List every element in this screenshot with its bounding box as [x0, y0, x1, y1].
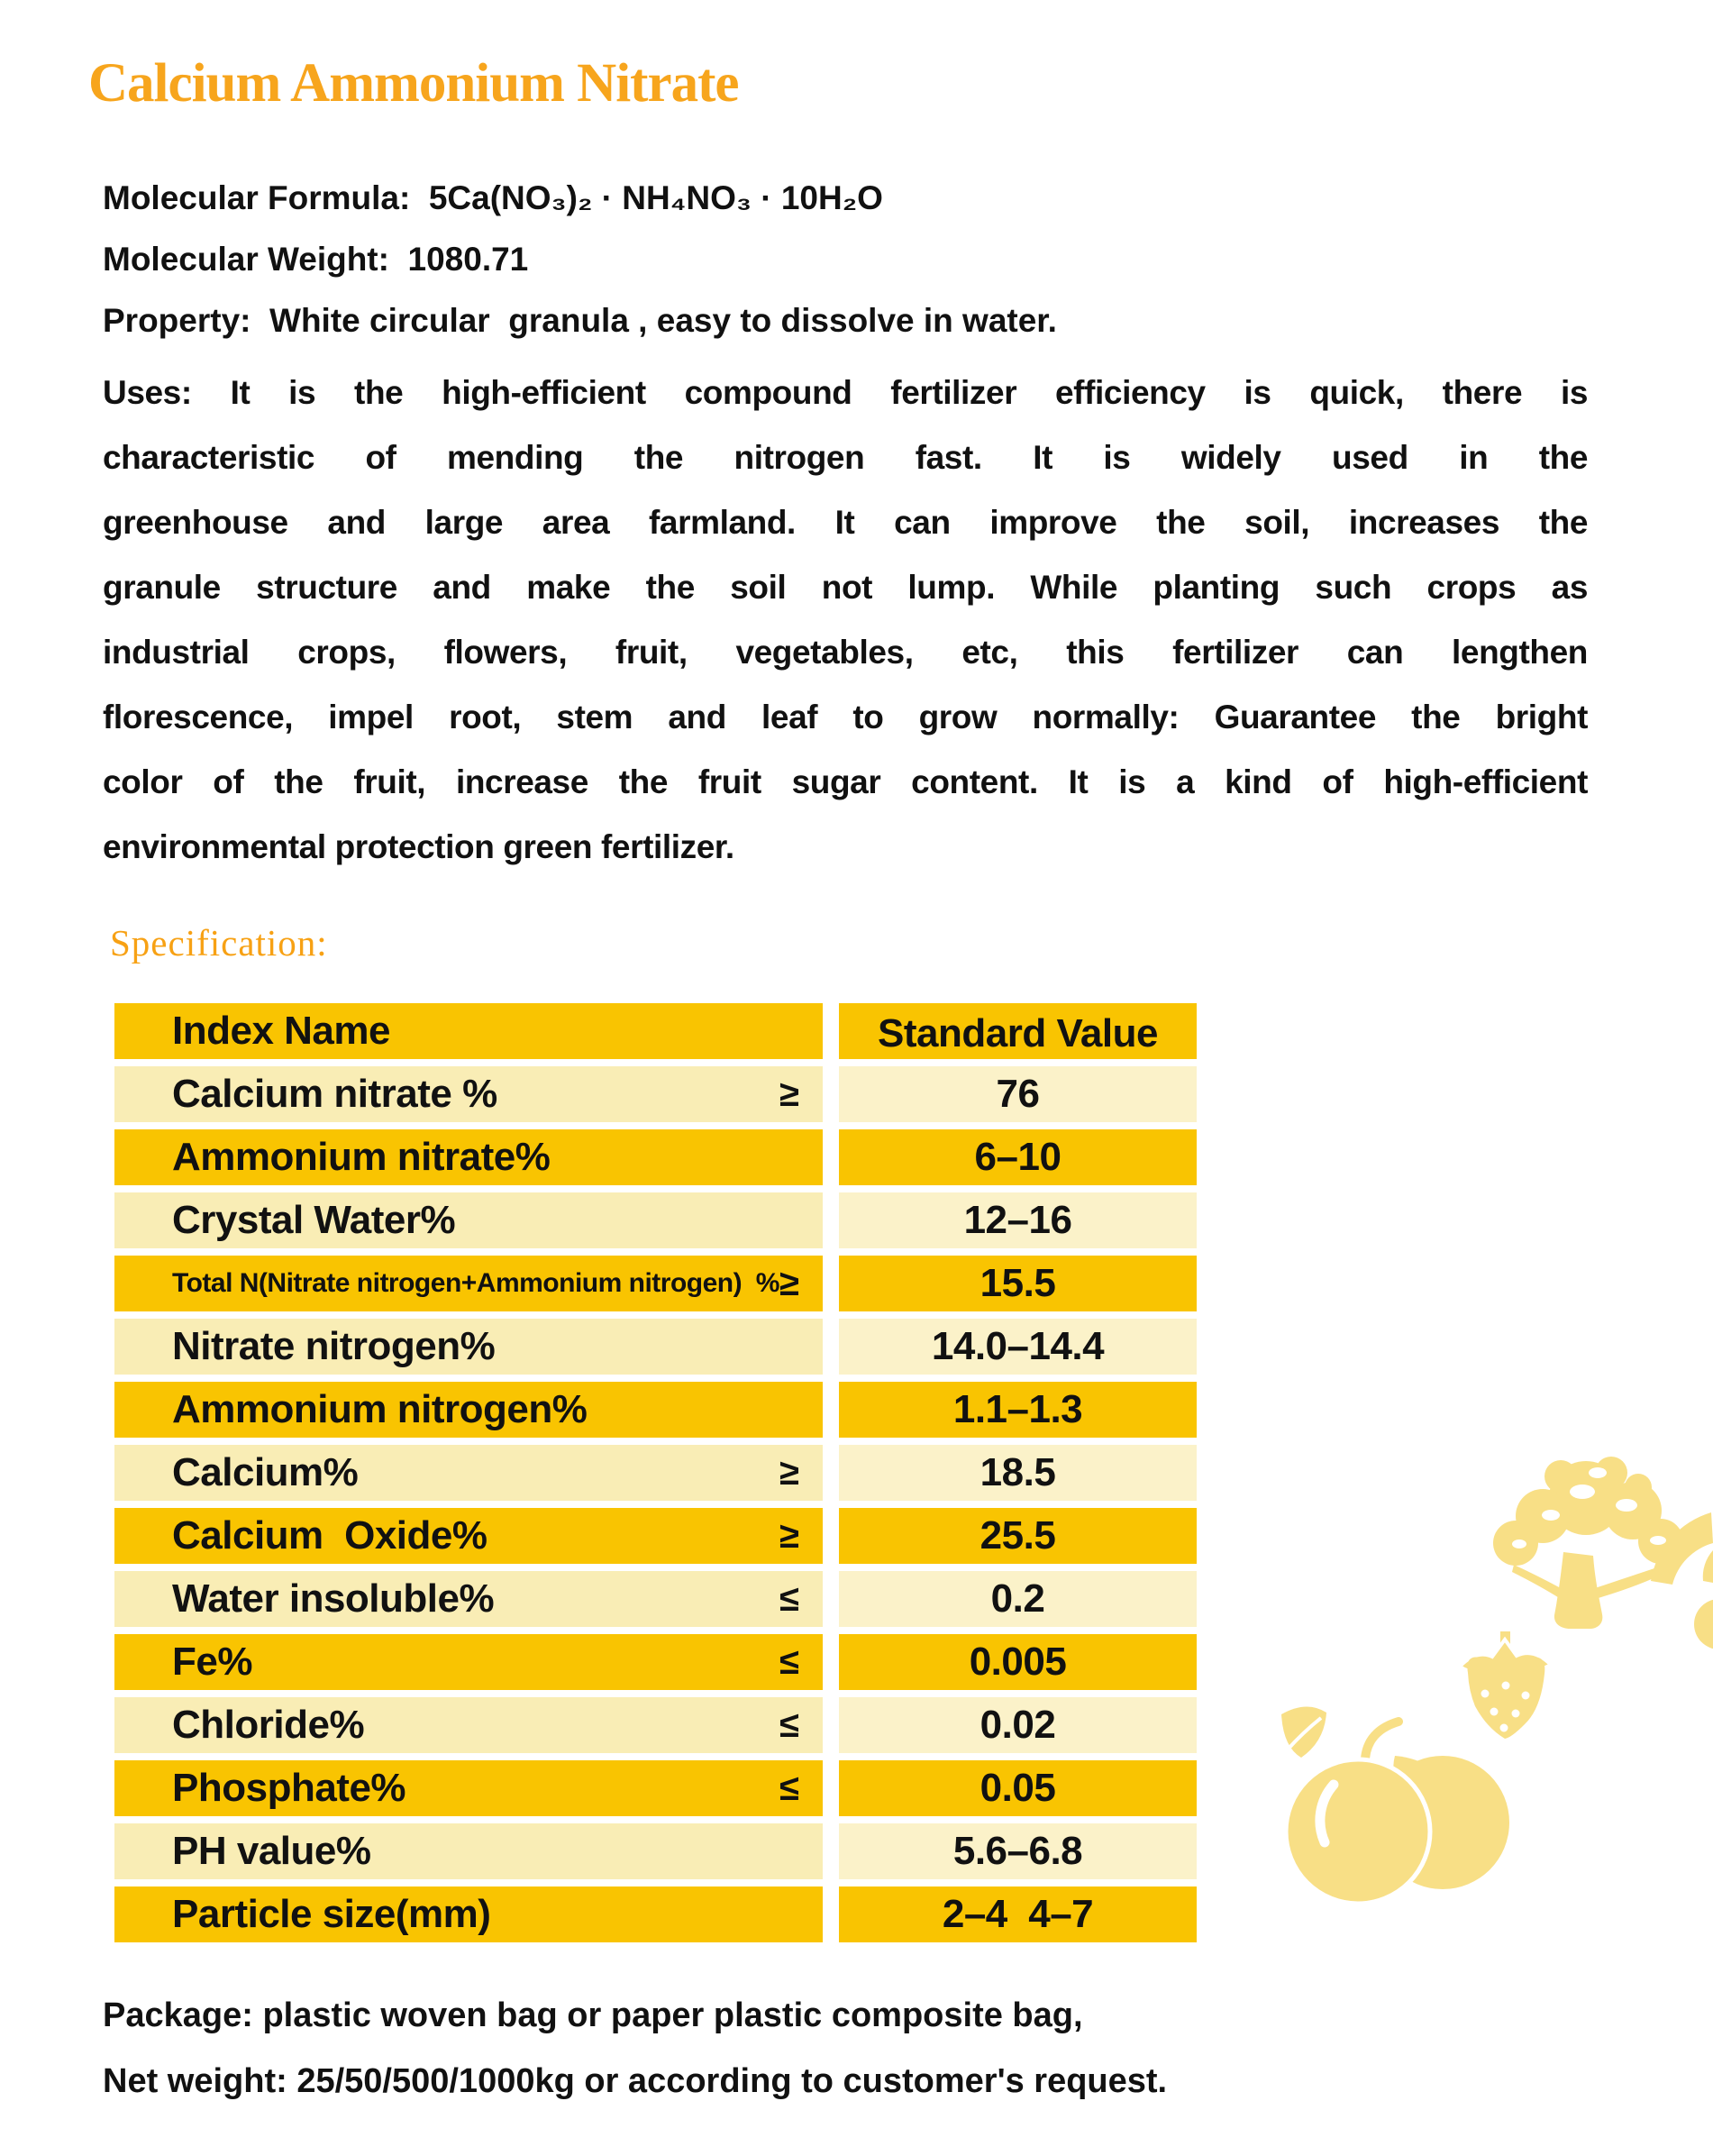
standard-value: 2–4 4–7	[942, 1892, 1094, 1936]
table-header-row	[114, 1003, 1197, 1059]
standard-value: 5.6–6.8	[952, 1829, 1083, 1873]
standard-value: 18.5	[980, 1450, 1056, 1494]
table-row-nitrate-nitrogen	[114, 1319, 1197, 1375]
table-row-calcium-nitrate	[114, 1066, 1197, 1122]
property-line: Property: White circular granula , easy to dissolve in water.	[103, 302, 1057, 339]
table-row-phosphate	[114, 1760, 1197, 1816]
table-row-total-n	[114, 1256, 1197, 1311]
table-row-ph-value	[114, 1823, 1197, 1879]
index-name: Ammonium nitrogen%	[172, 1387, 588, 1431]
uses-line: granule structure and make the soil not lump. While planting such crops as	[103, 569, 1588, 606]
index-name: Crystal Water%	[172, 1198, 456, 1242]
comparison-operator: ≤	[779, 1641, 799, 1682]
page-title: Calcium Ammonium Nitrate	[88, 53, 739, 114]
package-line: Package: plastic woven bag or paper plastic composite bag,	[103, 1996, 1083, 2034]
standard-value: 0.005	[969, 1640, 1067, 1684]
apricots-icon	[1286, 1722, 1509, 1904]
index-name: Ammonium nitrate%	[172, 1135, 551, 1179]
index-name: Particle size(mm)	[172, 1892, 491, 1936]
strawberry-icon	[1460, 1631, 1551, 1739]
standard-value: 0.2	[990, 1576, 1045, 1621]
standard-value: 12–16	[963, 1198, 1072, 1242]
index-name: Nitrate nitrogen%	[172, 1324, 496, 1368]
column-header-standard-value: Standard Value	[878, 1011, 1158, 1055]
net-weight-line: Net weight: 25/50/500/1000kg or according to customer's request.	[103, 2062, 1168, 2100]
standard-value: 0.02	[980, 1703, 1056, 1747]
comparison-operator: ≤	[779, 1578, 799, 1619]
uses-line: environmental protection green fertilizer.	[103, 828, 734, 865]
comparison-operator: ≥	[779, 1263, 799, 1303]
table-row-chloride	[114, 1697, 1197, 1753]
index-name: Total N(Nitrate nitrogen+Ammonium nitrogen) %	[172, 1268, 779, 1298]
comparison-operator: ≥	[779, 1452, 799, 1493]
standard-value: 1.1–1.3	[952, 1387, 1083, 1431]
uses-paragraph	[103, 361, 1588, 880]
column-header-index-name: Index Name	[172, 1009, 390, 1053]
comparison-operator: ≥	[779, 1073, 799, 1114]
standard-value: 6–10	[974, 1135, 1062, 1179]
standard-value: 15.5	[980, 1261, 1056, 1305]
comparison-operator: ≤	[779, 1704, 799, 1745]
uses-line: florescence, impel root, stem and leaf to grow normally: Guarantee the bright	[103, 699, 1588, 735]
index-name: Phosphate%	[172, 1766, 406, 1810]
specification-label: Specification:	[110, 922, 328, 964]
index-name: Calcium Oxide%	[172, 1513, 487, 1558]
molecular-formula-line: Molecular Formula: 5Ca(NO₃)₂ · NH₄NO₃ · 10H₂O	[103, 179, 883, 216]
standard-value: 0.05	[980, 1766, 1056, 1810]
uses-line: greenhouse and large area farmland. It can improve the soil, increases the	[103, 504, 1588, 541]
table-row-particle-size	[114, 1886, 1197, 1942]
uses-line: Uses: It is the high-efficient compound fertilizer efficiency is quick, there is	[103, 374, 1588, 411]
table-row-calcium-oxide	[114, 1508, 1197, 1564]
molecular-weight-line: Molecular Weight: 1080.71	[103, 241, 529, 278]
table-row-calcium	[114, 1445, 1197, 1501]
product-properties	[103, 168, 1057, 352]
comparison-operator: ≥	[779, 1515, 799, 1556]
uses-line: color of the fruit, increase the fruit sugar content. It is a kind of high-efficient	[103, 763, 1588, 800]
index-name: Calcium%	[172, 1450, 359, 1494]
table-row-ammonium-nitrate	[114, 1129, 1197, 1185]
table-row-crystal-water	[114, 1192, 1197, 1248]
standard-value: 25.5	[980, 1513, 1056, 1558]
package-info	[103, 1983, 1167, 2115]
specification-table	[114, 1003, 1197, 1950]
standard-value: 76	[996, 1072, 1040, 1116]
comparison-operator: ≤	[779, 1768, 799, 1808]
table-row-water-insoluble	[114, 1571, 1197, 1627]
index-name: Fe%	[172, 1640, 252, 1684]
uses-line: characteristic of mending the nitrogen fast. It is widely used in the	[103, 439, 1588, 476]
index-name: Water insoluble%	[172, 1576, 495, 1621]
index-name: Calcium nitrate %	[172, 1072, 497, 1116]
broccoli-icon	[1493, 1457, 1683, 1629]
index-name: PH value%	[172, 1829, 371, 1873]
standard-value: 14.0–14.4	[931, 1324, 1105, 1368]
table-row-fe	[114, 1634, 1197, 1690]
uses-line: industrial crops, flowers, fruit, vegetables, etc, this fertilizer can lengthen	[103, 634, 1588, 671]
fruit-decoration	[1244, 1406, 1713, 1947]
index-name: Chloride%	[172, 1703, 365, 1747]
leaf-icon	[1281, 1706, 1326, 1758]
table-row-ammonium-nitrogen	[114, 1382, 1197, 1438]
